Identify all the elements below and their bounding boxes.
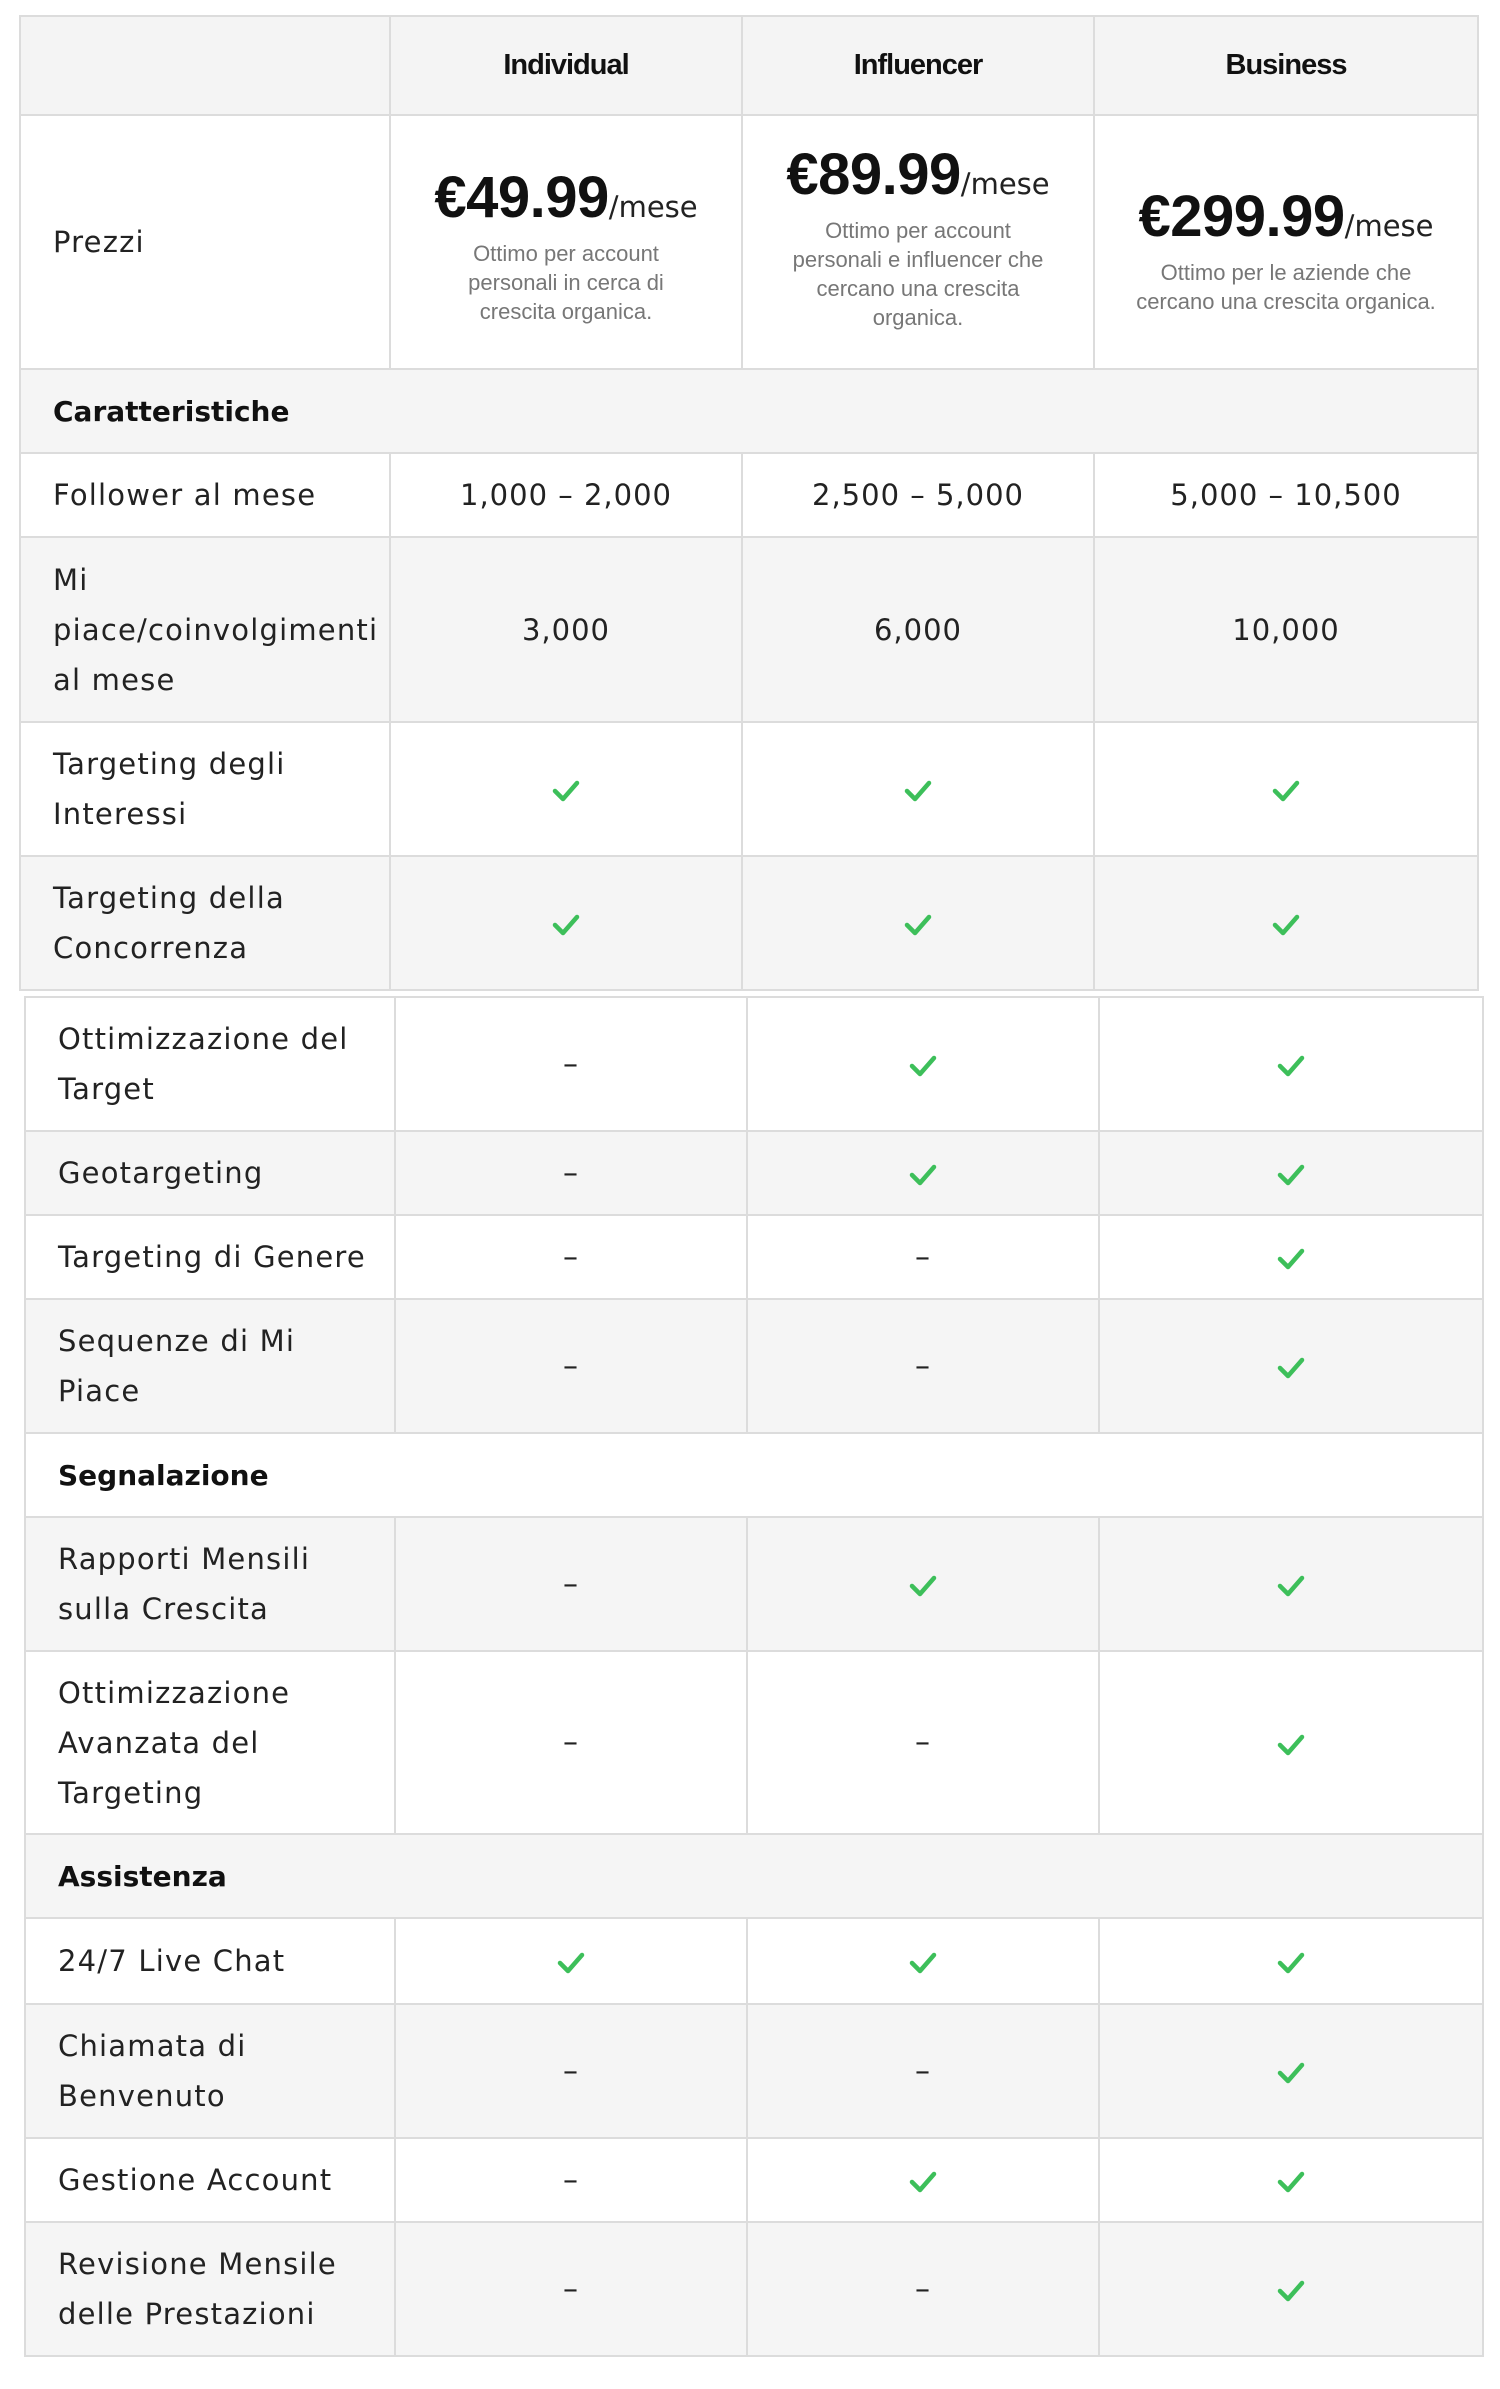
status-cell [390,722,742,856]
feature-row-likes [20,537,1478,722]
feature-row-target-optimization [25,997,1483,1131]
check-icon [1277,1734,1305,1756]
status-cell [395,2138,747,2222]
feature-row-competitor-targeting [20,856,1478,990]
status-cell [390,856,742,990]
status-cell [742,722,1094,856]
pricing-table-bottom [24,996,1484,2357]
status-cell [747,2222,1099,2356]
row-label: Targeting di Genere [25,1215,395,1299]
feature-row-interest-targeting [20,722,1478,856]
check-icon [557,1952,585,1974]
check-icon [1277,1952,1305,1974]
dash-icon: – [915,1348,931,1384]
dash-icon: – [563,2162,579,2198]
status-cell [395,997,747,1131]
row-label: 24/7 Live Chat [25,1918,395,2004]
section-row-reporting [25,1433,1483,1517]
prices-row-label: Prezzi [20,115,390,369]
check-icon [1277,1575,1305,1597]
status-cell [395,2222,747,2356]
status-cell [742,856,1094,990]
status-cell [747,1651,1099,1834]
status-cell [747,997,1099,1131]
check-icon [1277,1055,1305,1077]
check-icon [909,1055,937,1077]
row-label: Rapporti Mensili sulla Crescita [25,1517,395,1651]
value-cell: 6,000 [742,537,1094,722]
feature-row-like-sequences [25,1299,1483,1433]
price-amount: €89.99 [786,141,961,207]
row-label: Follower al mese [20,453,390,537]
row-label: Chiamata di Benvenuto [25,2004,395,2138]
price-unit: /mese [960,166,1050,201]
check-icon [1277,2062,1305,2084]
dash-icon: – [915,2053,931,2089]
feature-row-gender-targeting [25,1215,1483,1299]
feature-row-live-chat [25,1918,1483,2004]
status-cell [1099,1131,1483,1215]
status-cell [747,1215,1099,1299]
header-empty-cell [20,16,390,115]
value-cell: 2,500 – 5,000 [742,453,1094,537]
dash-icon: – [563,1725,579,1760]
status-cell [395,2004,747,2138]
status-cell [395,1215,747,1299]
status-cell [1099,2222,1483,2356]
plan-name-influencer: Influencer [742,16,1094,115]
check-icon [909,1952,937,1974]
row-label: Targeting della Concorrenza [20,856,390,990]
section-title: Assistenza [25,1834,1483,1918]
price-amount: €49.99 [434,165,609,230]
dash-icon: – [915,2271,931,2307]
status-cell [1099,1215,1483,1299]
row-label: Sequenze di Mi Piace [25,1299,395,1433]
row-label: Revisione Mensile delle Prestazioni [25,2222,395,2356]
status-cell [395,1131,747,1215]
check-icon [909,1164,937,1186]
status-cell [1099,2138,1483,2222]
section-row-support [25,1834,1483,1918]
plan-description: Ottimo per account personali in cerca di crescita organica. [468,241,664,324]
feature-row-followers [20,453,1478,537]
status-cell [747,1299,1099,1433]
row-label: Mi piace/coinvolgimenti al mese [20,537,390,722]
price-unit: /mese [1344,208,1434,243]
dash-icon: – [915,1239,931,1275]
value-cell: 5,000 – 10,500 [1094,453,1478,537]
section-title: Caratteristiche [20,369,1478,453]
status-cell [747,1918,1099,2004]
status-cell [1099,1517,1483,1651]
dash-icon: – [563,1348,579,1384]
check-icon [552,914,580,936]
plan-description: Ottimo per le aziende che cercano una crescita organica. [1136,259,1436,314]
check-icon [1277,1357,1305,1379]
check-icon [909,2171,937,2193]
pricing-table-top [19,15,1479,991]
dash-icon: – [563,1046,579,1082]
section-title: Segnalazione [25,1433,1483,1517]
feature-row-welcome-call [25,2004,1483,2138]
status-cell [395,1651,747,1834]
value-cell: 3,000 [390,537,742,722]
status-cell [1094,856,1478,990]
check-icon [1277,1248,1305,1270]
dash-icon: – [563,1239,579,1275]
status-cell [1099,1299,1483,1433]
feature-row-geotargeting [25,1131,1483,1215]
row-label: Geotargeting [25,1131,395,1215]
dash-icon: – [563,2053,579,2089]
check-icon [1277,2280,1305,2302]
row-label: Ottimizzazione del Target [25,997,395,1131]
row-label: Ottimizzazione Avanzata del Targeting [25,1651,395,1834]
value-cell: 10,000 [1094,537,1478,722]
dash-icon: – [915,1725,931,1760]
status-cell [395,1299,747,1433]
check-icon [1272,780,1300,802]
feature-row-account-management [25,2138,1483,2222]
status-cell [1099,997,1483,1131]
price-amount: €299.99 [1138,183,1345,249]
status-cell [747,2004,1099,2138]
feature-row-advanced-targeting [25,1651,1483,1834]
price-cell-influencer [742,115,1094,369]
status-cell [1099,1918,1483,2004]
status-cell [747,1131,1099,1215]
check-icon [1272,914,1300,936]
status-cell [395,1918,747,2004]
prices-row [20,115,1478,369]
header-row [20,16,1478,115]
status-cell [747,2138,1099,2222]
check-icon [552,780,580,802]
row-label: Gestione Account [25,2138,395,2222]
plan-name-individual: Individual [390,16,742,115]
dash-icon: – [563,2271,579,2307]
section-row-features [20,369,1478,453]
status-cell [747,1517,1099,1651]
dash-icon: – [563,1566,579,1602]
status-cell [1099,1651,1483,1834]
price-cell-individual [390,115,742,369]
check-icon [904,914,932,936]
check-icon [1277,2171,1305,2193]
dash-icon: – [563,1155,579,1191]
price-cell-business [1094,115,1478,369]
feature-row-growth-reports [25,1517,1483,1651]
check-icon [1277,1164,1305,1186]
status-cell [395,1517,747,1651]
status-cell [1094,722,1478,856]
row-label: Targeting degli Interessi [20,722,390,856]
price-unit: /mese [608,190,698,224]
feature-row-performance-review [25,2222,1483,2356]
status-cell [1099,2004,1483,2138]
plan-description: Ottimo per account personali e influencer che cercano una crescita organica. [792,217,1044,330]
check-icon [904,780,932,802]
check-icon [909,1575,937,1597]
plan-name-business: Business [1094,16,1478,115]
value-cell: 1,000 – 2,000 [390,453,742,537]
